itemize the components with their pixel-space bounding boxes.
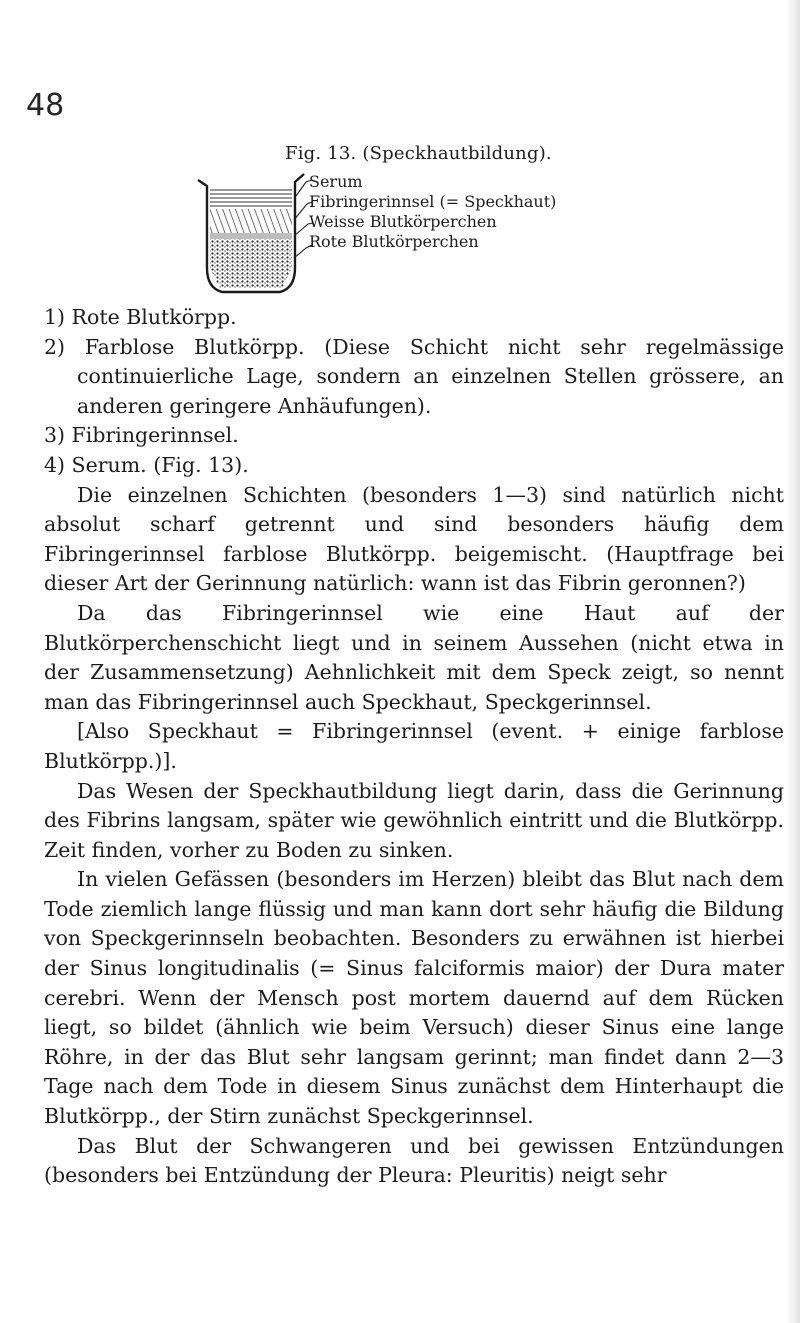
paragraph: Das Blut der Schwangeren und bei gewissen Entzündungen (besonders bei Entzündung der Pleura: Pleuritis) neigt sehr [44,1133,784,1188]
page-edge [786,0,800,1323]
label-serum: Serum [309,172,363,191]
label-fibrin: Fibringerinnsel (= Speckhaut) [309,192,557,211]
figure-legend [309,172,556,252]
fibrin-layer [210,209,292,233]
figure-caption: Fig. 13. (Speckhautbildung). [285,143,552,164]
label-white-cells: Weisse Blutkörperchen [309,212,497,231]
red-cell-layer [210,239,292,288]
body-text [44,303,784,1191]
paragraph: In vielen Gefässen (besonders im Herzen) bleibt das Blut nach dem Tode ziemlich lange flüssig und man kann dort sehr häufig die Bildung von Speckgerinnseln beobachten. Besonders zu erwähnen ist hierbei der Sinus longitudinalis (= Sinus falciformis maior) der Dura mater cerebri. Wenn der Mensch post mortem dauernd auf dem Rücken liegt, so bildet (ähnlich wie beim Versuch) dieser Sinus eine lange Röhre, in der das Blut sehr langsam gerinnt; man findet dann 2—3 Tage nach dem Tode in diesem Sinus zunächst dem Hinterhaupt die Blutkörpp., der Stirn zunächst Speckgerinnsel. [44,867,784,1129]
page-number: 48 [26,88,65,123]
paragraph: Die einzelnen Schichten (besonders 1—3) sind natürlich nicht absolut scharf getrennt und sind besonders häufig dem Fibringerinnsel farblose Blutkörpp. beigemischt. (Hauptfrage bei dieser Art der Gerinnung natürlich: wann ist das Fibrin geronnen?) [44,482,784,596]
list-item: 2) Farblose Blutkörpp. (Diese Schicht nicht sehr regelmässige continuierliche Lage, sondern an einzelnen Stellen grössere, an anderen geringere Anhäufungen). [44,334,784,418]
paragraph: Das Wesen der Speckhautbildung liegt darin, dass die Gerinnung des Fibrins langsam, später wie gewöhnlich eintritt und die Blutkörpp. Zeit finden, vorher zu Boden zu sinken. [44,778,784,862]
serum-layer [210,190,292,206]
list-item: 1) Rote Blutkörpp. [44,305,237,329]
paragraph: [Also Speckhaut = Fibringerinnsel (event. + einige farblose Blutkörpp.)]. [44,719,784,773]
list-item: 4) Serum. (Fig. 13). [44,452,249,477]
white-cell-layer [210,233,292,239]
paragraph: Da das Fibringerinnsel wie eine Haut auf der Blutkörperchenschicht liegt und in seinem Aussehen (nicht etwa in der Zusammensetzung) Aehnlichkeit mit dem Speck zeigt, so nennt man das Fibringerinnsel auch Speckhaut, Speckgerinnsel. [44,600,784,714]
label-red-cells: Rote Blutkörperchen [309,232,479,251]
list-item: 3) Fibringerinnsel. [44,423,239,448]
sedimentation-tube-illustration [196,172,326,297]
figure-13 [196,172,756,297]
